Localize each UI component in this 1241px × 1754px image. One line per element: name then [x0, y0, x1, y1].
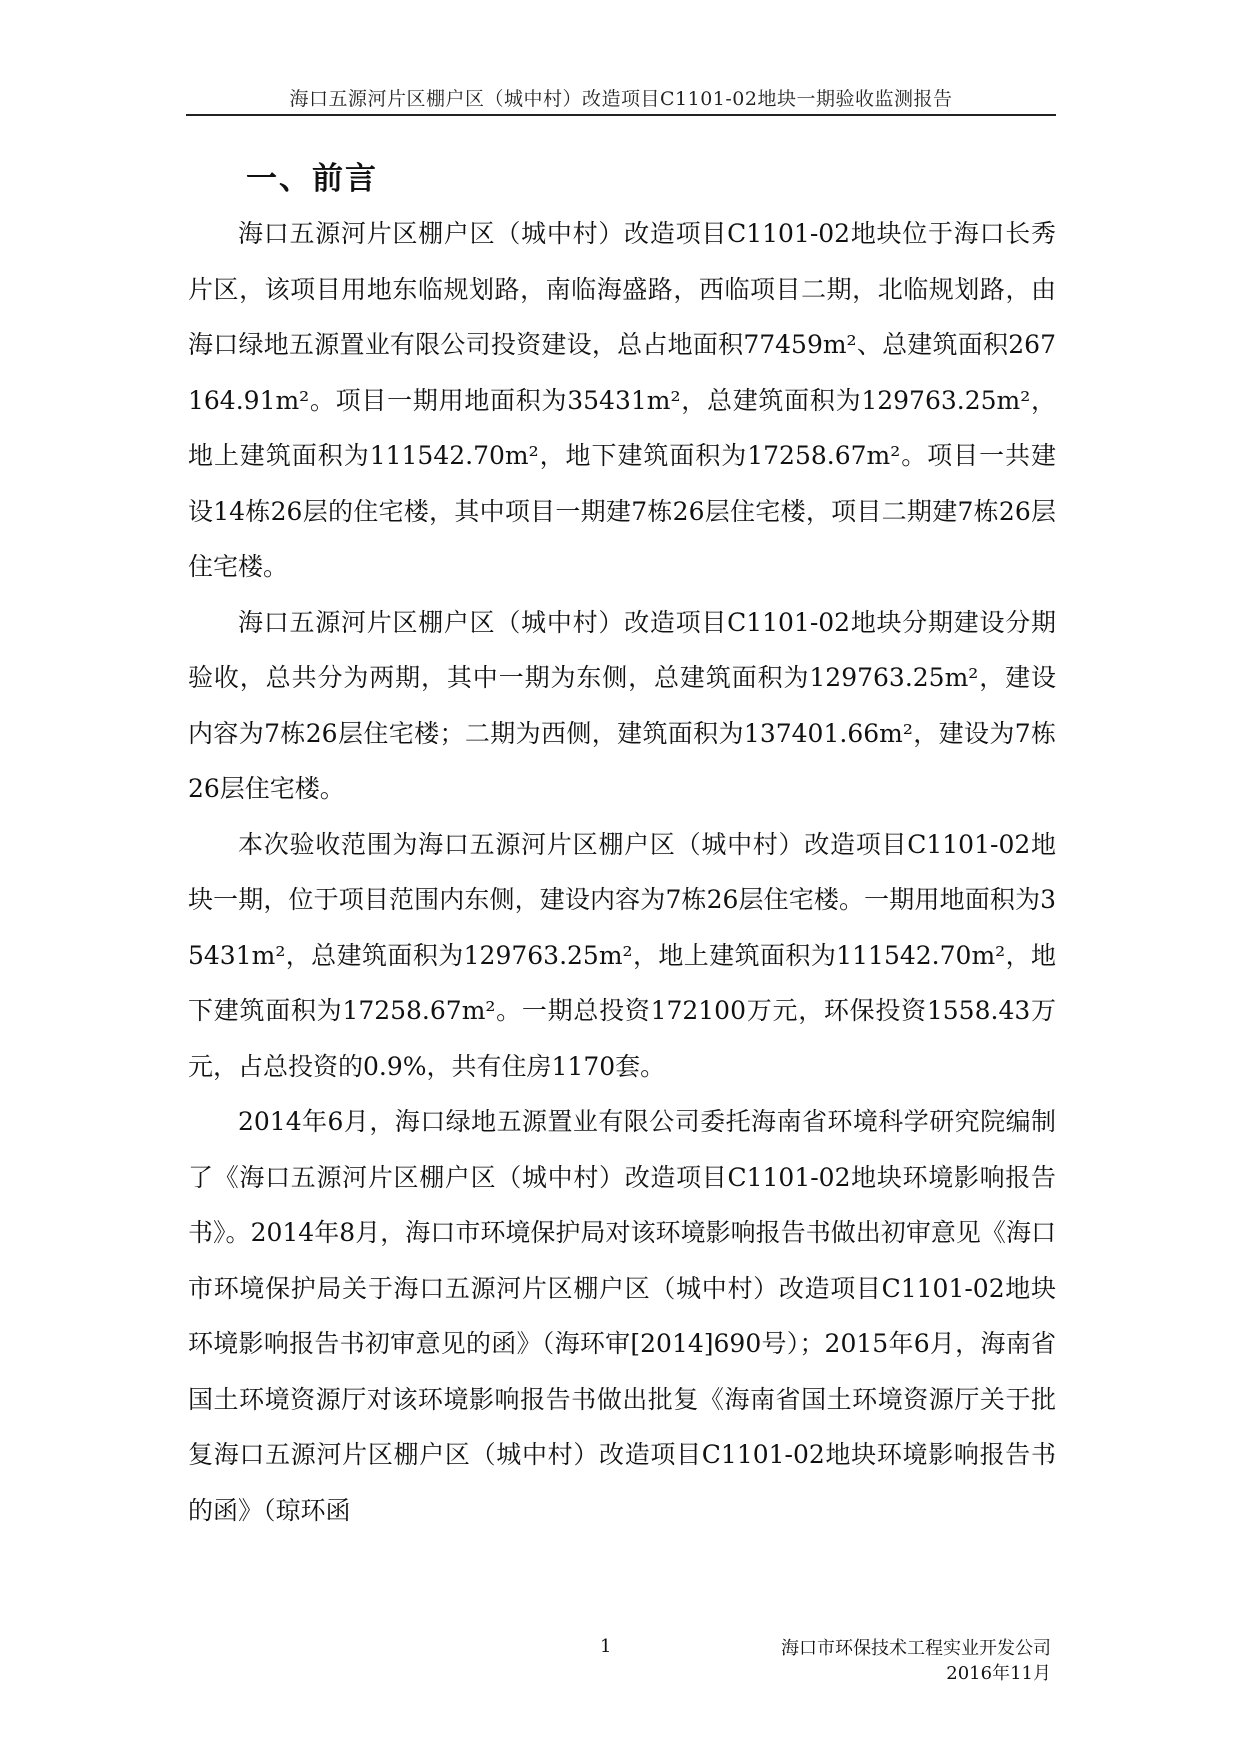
page-number: 1	[600, 1636, 612, 1657]
paragraph: 本次验收范围为海口五源河片区棚户区（城中村）改造项目C1101-02地块一期，位于项目范围内东侧，建设内容为7栋26层住宅楼。一期用地面积为35431m²，总建筑面积为129763.25m²，地上建筑面积为111542.70m²，地下建筑面积为17258.67m²。一期总投资172100万元，环保投资1558.43万元，占总投资的0.9%，共有住房1170套。	[188, 829, 1056, 1081]
running-header: 海口五源河片区棚户区（城中村）改造项目C1101-02地块一期验收监测报告	[289, 88, 953, 110]
paragraph: 2014年6月，海口绿地五源置业有限公司委托海南省环境科学研究院编制了《海口五源河片区棚户区（城中村）改造项目C1101-02地块环境影响报告书》。2014年8月，海口市环境保护局对该环境影响报告书做出初审意见《海口市环境保护局关于海口五源河片区棚户区（城中村）改造项目C1101-02地块环境影响报告书初审意见的函》（海环审[2014]690号）；2015年6月，海南省国土环境资源厅对该环境影响报告书做出批复《海南省国土环境资源厅关于批复海口五源河片区棚户区（城中村）改造项目C1101-02地块环境影响报告书的函》（琼环函	[188, 1107, 1056, 1525]
body-text	[188, 206, 1056, 1538]
footer-info	[781, 1636, 1051, 1686]
paragraph: 海口五源河片区棚户区（城中村）改造项目C1101-02地块位于海口长秀片区，该项目用地东临规划路，南临海盛路，西临项目二期，北临规划路，由海口绿地五源置业有限公司投资建设，总占地面积77459m²、总建筑面积267164.91m²。项目一期用地面积为35431m²，总建筑面积为129763.25m²，地上建筑面积为111542.70m²，地下建筑面积为17258.67m²。项目一共建设14栋26层的住宅楼，其中项目一期建7栋26层住宅楼，项目二期建7栋26层住宅楼。	[188, 219, 1056, 581]
header-rule	[186, 114, 1056, 116]
paragraph: 海口五源河片区棚户区（城中村）改造项目C1101-02地块分期建设分期验收，总共分为两期，其中一期为东侧，总建筑面积为129763.25m²，建设内容为7栋26层住宅楼；二期为西侧，建筑面积为137401.66m²，建设为7栋26层住宅楼。	[188, 607, 1056, 803]
section-title: 一、前言	[246, 161, 378, 197]
footer-organization: 海口市环保技术工程实业开发公司	[781, 1638, 1051, 1659]
footer-date: 2016年11月	[946, 1663, 1051, 1684]
